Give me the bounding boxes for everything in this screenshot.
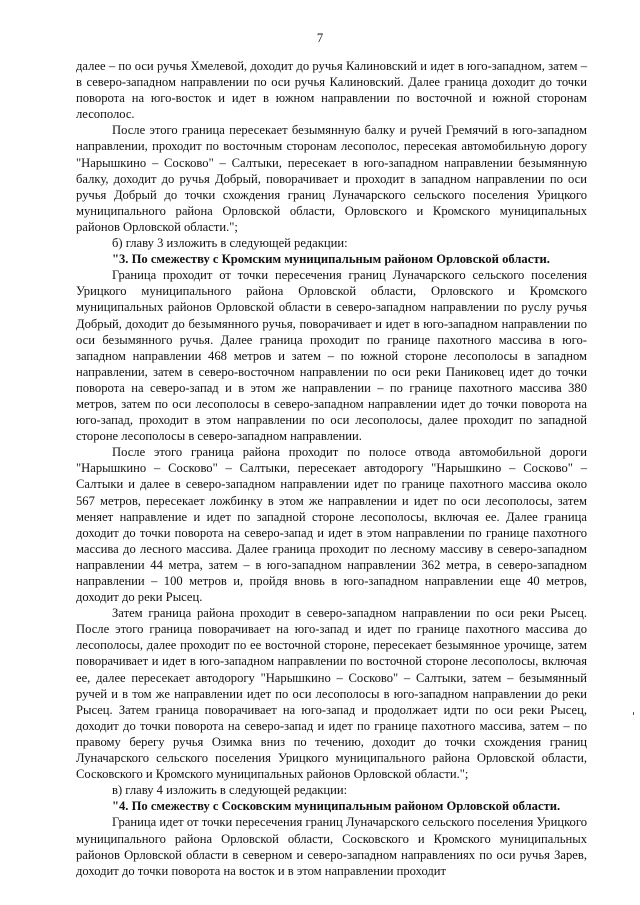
page-number: 7 [316,31,324,45]
paragraph-boundary-gremyachiy: После этого граница пересекает безымянную балку и ручей Гремячий в юго-западном направлении, проходит по восточным сторонам лесополос, пересекая автомобильную дорогу "Нарышкино – Сосково" – Салтыки, пересекает в юго-западном направлении безымянную балку, доходит до ручья Добрый, поворачивает и проходит в западном направлении по оси ручья Добрый до точки схождения границ Луначарского сельского поселения Урицкого муниципального района Орловской области, Орловского и Кромского муниципальных районов Орловской области."; [76,123,587,234]
paragraph-chapter-3-boundary: Граница проходит от точки пересечения границ Луначарского сельского поселения Урицкого муниципального района Орловской области, Орловского и Кромского муниципальных районов Орловской области в северо-западном направлении по руслу ручья Добрый, доходит до безымянного ручья, поворачивает и идет в юго-западном направлении по оси безымянного ручья. Далее граница проходит по границе пахотного массива в юго-западном направлении 468 метров и затем – по южной стороне лесополосы в западном направлении, затем в северо-восточном направлении по оси реки Паниковец идет до точки поворота на северо-запад и в этом же направлении – по границе пахотного массива 380 метров, затем по оси лесополосы в северо-западном направлении идет до точки поворота на юго-запад, проходит в этом направлении по оси лесополосы, далее проходит по западной стороне лесополосы в северо-западном направлении. [76,268,587,444]
paragraph-rysets-boundary: Затем граница района проходит в северо-западном направлении по оси реки Рысец. После этого граница поворачивает на юго-запад и идет по границе пахотного массива до лесополосы, далее проходит по ее восточной стороне, пересекает безымянное урочище, затем поворачивает и идет в юго-западном направлении по восточной стороне лесополосы, включая ее, далее пересекает автодорогу "Нарышкино – Сосково" – Салтыки, затем – безымянный ручей и в том же направлении идет по оси лесополосы в юго-западном направлении до реки Рысец. Затем граница поворачивает на юго-запад и продолжает идти по оси реки Рысец, доходит до точки поворота на северо-запад и идет по границе пахотного массива, затем – по правому берегу ручья Озимка вниз по течению, доходит до точки схождения границ Луначарского сельского поселения Урицкого муниципального района Орловской области, Сосковского и Кромского муниципальных районов Орловской области."; [76,606,587,782]
chapter-4-heading: "4. По смежеству с Сосковским муниципальным районом Орловской области. [112,799,561,814]
chapter-3-heading: "3. По смежеству с Кромским муниципальным районом Орловской области. [112,252,550,267]
amendment-v-intro: в) главу 4 изложить в следующей редакции: [112,783,348,798]
amendment-b-intro: б) главу 3 изложить в следующей редакции: [112,236,348,251]
document-body [76,58,587,879]
paragraph-continuation: далее – по оси ручья Хмелевой, доходит до ручья Калиновский и идет в юго-западном, затем – в северо-западном направлении по оси ручья Калиновский. Далее граница доходит до точки поворота на юго-восток и идет в южном направлении по восточной и южной сторонам лесополос. [76,59,587,122]
paragraph-chapter-4-boundary: Граница идет от точки пересечения границ Луначарского сельского поселения Урицкого муниципального района Орловской области, Сосковского и Кромского муниципальных районов Орловской области в северном и северо-западном направлениях по оси ручья Зарев, доходит до точки поворота на восток и в этом направлении проходит [76,815,587,878]
margin-mark [633,712,634,715]
paragraph-road-boundary: После этого граница района проходит по полосе отвода автомобильной дороги "Нарышкино – Сосково" – Салтыки, пересекает автодорогу "Нарышкино – Сосково" – Салтыки и далее в северо-западном направлении идет по границе пахотного массива около 567 метров, пересекает ложбинку в этом же направлении и идет по оси лесополосы, затем меняет направление и идет по западной стороне лесополосы, включая ее. Далее граница доходит до точки поворота на северо-запад и идет в этом направлении по границе пахотного массива до лесного массива. Далее граница проходит по лесному массиву в северо-западном направлении 44 метра, затем – в юго-западном направлении 362 метра, в северо-западном направлении – 100 метров и, пройдя вновь в юго-западном направлении еще 40 метров, доходит до реки Рысец. [76,445,587,605]
